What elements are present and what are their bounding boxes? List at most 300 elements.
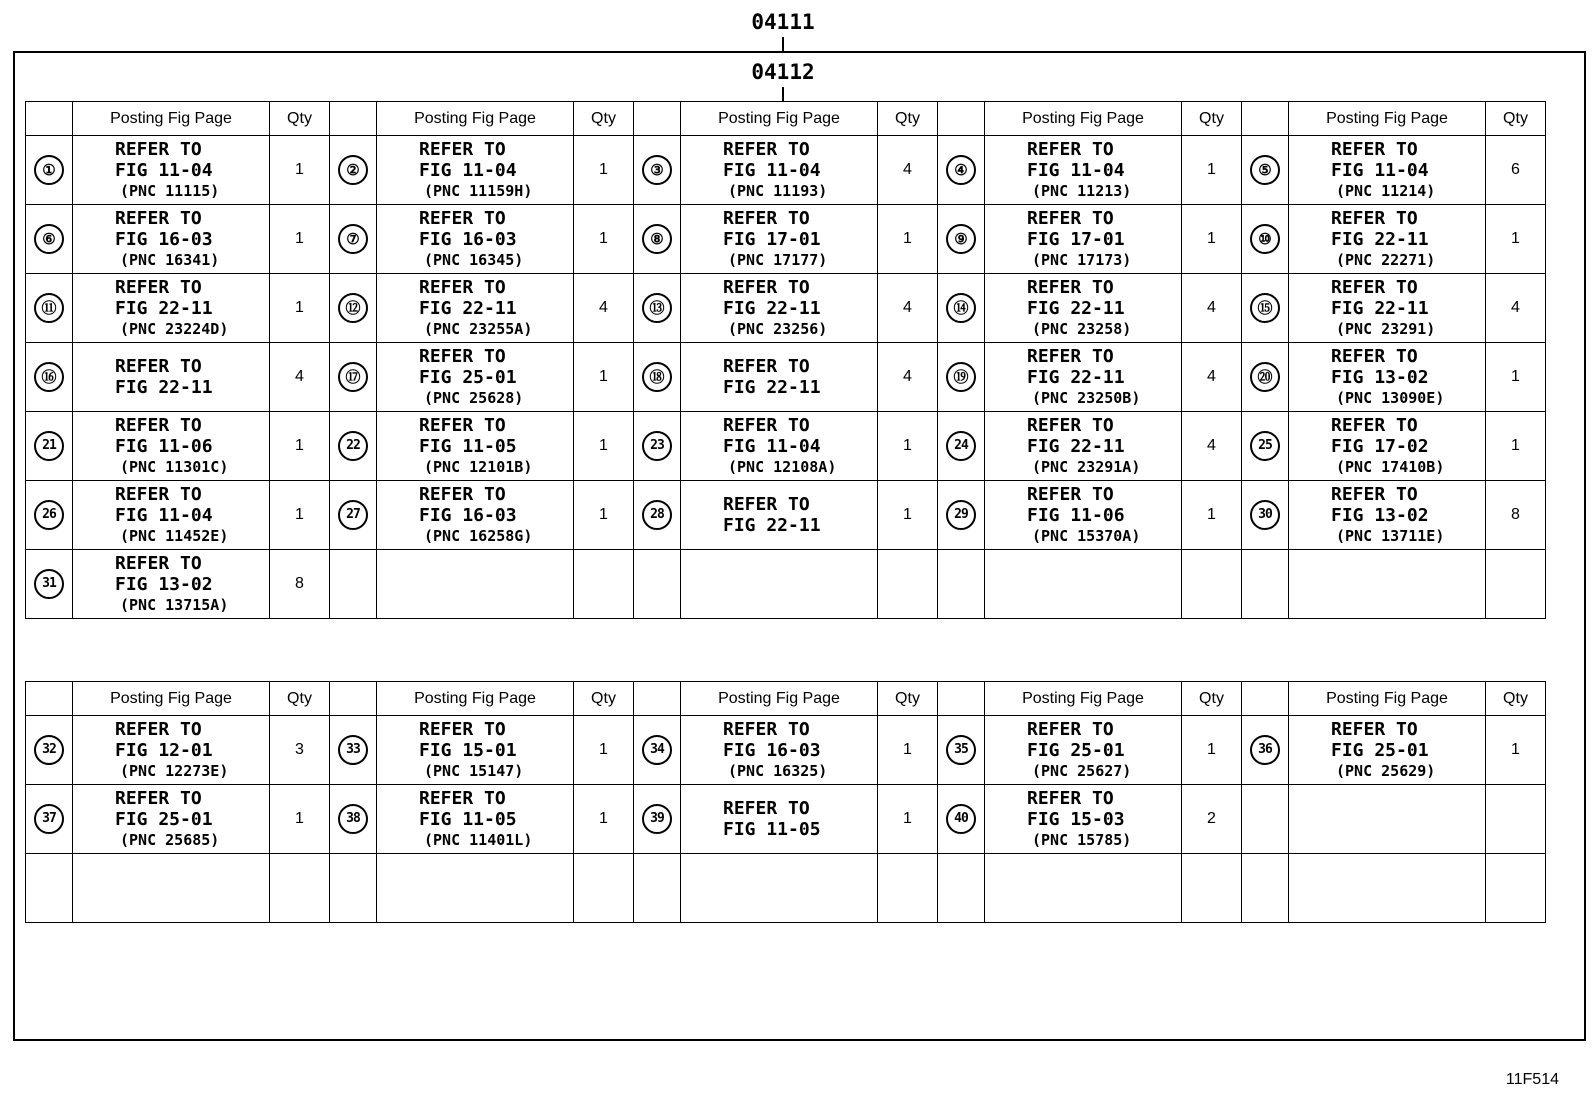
- pnc-reference: (PNC 11213): [1032, 181, 1132, 200]
- posting-ref-cell: [681, 716, 878, 785]
- fig-reference: FIG 22-11: [1027, 297, 1125, 319]
- item-number-cell: [330, 716, 377, 785]
- refer-to-text: REFER TO: [1027, 483, 1114, 505]
- pnc-reference: (PNC 25628): [424, 388, 524, 407]
- item-number-badge: 37: [34, 804, 64, 834]
- pnc-reference: (PNC 16345): [424, 250, 524, 269]
- header-posting: Posting Fig Page: [73, 102, 270, 136]
- pnc-reference: (PNC 11159H): [424, 181, 533, 200]
- item-number-cell: [634, 481, 681, 550]
- pnc-reference: (PNC 15785): [1032, 830, 1132, 849]
- header-qty: Qty: [1182, 102, 1242, 136]
- qty-value: 8: [295, 575, 304, 592]
- refer-to-text: REFER TO: [115, 787, 202, 809]
- header-qty: Qty: [270, 682, 330, 716]
- qty-value: 1: [903, 810, 912, 827]
- posting-ref-cell: [985, 136, 1182, 205]
- item-number-badge: 21: [34, 431, 64, 461]
- qty-cell: [878, 716, 938, 785]
- item-number-badge: 38: [338, 804, 368, 834]
- header-posting: Posting Fig Page: [377, 102, 574, 136]
- item-number-cell: [938, 716, 985, 785]
- parts-table-upper: [25, 101, 1546, 619]
- posting-ref-cell: [985, 785, 1182, 854]
- table-row: [26, 412, 1546, 481]
- qty-value: 1: [295, 506, 304, 523]
- posting-ref-cell: [681, 205, 878, 274]
- qty-value: 4: [903, 161, 912, 178]
- item-number-badge: ⑮: [1250, 293, 1280, 323]
- item-number-cell: [26, 343, 73, 412]
- item-number-badge: 36: [1250, 735, 1280, 765]
- fig-reference: FIG 11-04: [723, 159, 821, 181]
- qty-cell: [574, 136, 634, 205]
- pnc-reference: (PNC 11115): [120, 181, 220, 200]
- refer-to-text: REFER TO: [1027, 414, 1114, 436]
- pnc-reference: (PNC 16341): [120, 250, 220, 269]
- posting-ref-cell: [985, 343, 1182, 412]
- fig-reference: FIG 16-03: [419, 504, 517, 526]
- qty-cell: [270, 550, 330, 619]
- qty-value: 4: [1207, 299, 1216, 316]
- pnc-reference: (PNC 23291): [1336, 319, 1436, 338]
- item-number-cell: [26, 481, 73, 550]
- posting-ref-cell: [985, 716, 1182, 785]
- refer-to-text: REFER TO: [1027, 207, 1114, 229]
- item-number-badge: ⑬: [642, 293, 672, 323]
- pnc-reference: (PNC 16325): [728, 761, 828, 780]
- posting-ref-cell: [377, 343, 574, 412]
- qty-cell: [270, 205, 330, 274]
- qty-cell: [878, 412, 938, 481]
- item-number-cell: [26, 412, 73, 481]
- qty-cell: [1182, 412, 1242, 481]
- item-number-badge: ⑭: [946, 293, 976, 323]
- qty-cell: [574, 274, 634, 343]
- item-number-cell: [26, 136, 73, 205]
- item-number-badge: 23: [642, 431, 672, 461]
- item-number-badge: 39: [642, 804, 672, 834]
- item-number-cell: [26, 785, 73, 854]
- item-number-cell: [1242, 785, 1289, 854]
- pnc-reference: (PNC 11301C): [120, 457, 229, 476]
- item-number-badge: ⑧: [642, 224, 672, 254]
- item-number-badge: ⑪: [34, 293, 64, 323]
- qty-value: 1: [903, 741, 912, 758]
- qty-cell: [574, 205, 634, 274]
- posting-ref-cell: [1289, 274, 1486, 343]
- item-number-cell: [330, 205, 377, 274]
- refer-to-text: REFER TO: [115, 483, 202, 505]
- fig-reference: FIG 16-03: [115, 228, 213, 250]
- posting-ref-cell: [73, 274, 270, 343]
- refer-to-text: REFER TO: [419, 718, 506, 740]
- item-number-cell: [938, 550, 985, 619]
- header-qty: Qty: [878, 682, 938, 716]
- qty-cell: [1182, 854, 1242, 923]
- fig-reference: FIG 11-04: [1331, 159, 1429, 181]
- item-number-badge: ⑤: [1250, 155, 1280, 185]
- posting-ref-cell: [1289, 412, 1486, 481]
- outer-assembly-code: 04111: [751, 10, 815, 34]
- qty-value: 1: [1511, 437, 1520, 454]
- refer-to-text: REFER TO: [419, 207, 506, 229]
- qty-cell: [1486, 274, 1546, 343]
- header-posting: Posting Fig Page: [1289, 102, 1486, 136]
- item-number-badge: ⑰: [338, 362, 368, 392]
- refer-to-text: REFER TO: [723, 138, 810, 160]
- fig-reference: FIG 17-01: [1027, 228, 1125, 250]
- fig-reference: FIG 22-11: [115, 377, 213, 398]
- item-number-badge: 33: [338, 735, 368, 765]
- item-number-cell: [634, 274, 681, 343]
- item-number-badge: 25: [1250, 431, 1280, 461]
- refer-to-text: REFER TO: [419, 414, 506, 436]
- pnc-reference: (PNC 13715A): [120, 595, 229, 614]
- refer-to-text: REFER TO: [115, 138, 202, 160]
- qty-value: 2: [1207, 810, 1216, 827]
- item-number-cell: [634, 785, 681, 854]
- pnc-reference: (PNC 11193): [728, 181, 828, 200]
- refer-to-text: REFER TO: [723, 276, 810, 298]
- header-posting: Posting Fig Page: [1289, 682, 1486, 716]
- fig-reference: FIG 11-04: [419, 159, 517, 181]
- posting-ref-cell: [681, 550, 878, 619]
- qty-cell: [1182, 716, 1242, 785]
- posting-ref-cell: [377, 274, 574, 343]
- item-number-cell: [1242, 550, 1289, 619]
- item-number-cell: [938, 343, 985, 412]
- header-qty: Qty: [1486, 682, 1546, 716]
- item-number-cell: [634, 412, 681, 481]
- qty-value: 1: [599, 161, 608, 178]
- posting-ref-cell: [985, 550, 1182, 619]
- qty-cell: [270, 274, 330, 343]
- pnc-reference: (PNC 23250B): [1032, 388, 1141, 407]
- posting-ref-cell: [377, 716, 574, 785]
- qty-value: 4: [1511, 299, 1520, 316]
- qty-cell: [574, 854, 634, 923]
- qty-value: 1: [295, 299, 304, 316]
- item-number-cell: [26, 274, 73, 343]
- header-number-cell: [634, 102, 681, 136]
- refer-to-text: REFER TO: [115, 207, 202, 229]
- fig-reference: FIG 25-01: [419, 366, 517, 388]
- posting-ref-cell: [73, 136, 270, 205]
- qty-value: 4: [599, 299, 608, 316]
- item-number-badge: 40: [946, 804, 976, 834]
- posting-ref-cell: [73, 481, 270, 550]
- header-number-cell: [938, 102, 985, 136]
- item-number-cell: [938, 481, 985, 550]
- inner-leader-line: [782, 87, 784, 101]
- fig-reference: FIG 13-02: [115, 573, 213, 595]
- refer-to-text: REFER TO: [115, 276, 202, 298]
- refer-to-text: REFER TO: [723, 207, 810, 229]
- item-number-cell: [634, 205, 681, 274]
- qty-cell: [1486, 412, 1546, 481]
- posting-ref-cell: [985, 274, 1182, 343]
- header-number-cell: [938, 682, 985, 716]
- fig-reference: FIG 11-05: [723, 819, 821, 840]
- item-number-cell: [938, 136, 985, 205]
- fig-reference: FIG 11-04: [723, 435, 821, 457]
- posting-ref-cell: [377, 550, 574, 619]
- header-number-cell: [1242, 682, 1289, 716]
- item-number-cell: [1242, 854, 1289, 923]
- qty-cell: [1486, 481, 1546, 550]
- qty-cell: [1182, 136, 1242, 205]
- refer-to-text: REFER TO: [1027, 345, 1114, 367]
- posting-ref-cell: [1289, 785, 1486, 854]
- item-number-cell: [330, 854, 377, 923]
- posting-ref-cell: [73, 716, 270, 785]
- item-number-badge: 28: [642, 500, 672, 530]
- table-row: [26, 481, 1546, 550]
- refer-to-text: REFER TO: [723, 798, 810, 819]
- header-qty: Qty: [1182, 682, 1242, 716]
- item-number-cell: [1242, 481, 1289, 550]
- qty-value: 1: [599, 506, 608, 523]
- qty-value: 1: [1207, 506, 1216, 523]
- refer-to-text: REFER TO: [115, 552, 202, 574]
- qty-cell: [270, 785, 330, 854]
- pnc-reference: (PNC 23224D): [120, 319, 229, 338]
- posting-ref-cell: [1289, 550, 1486, 619]
- posting-ref-cell: [681, 343, 878, 412]
- fig-reference: FIG 11-06: [1027, 504, 1125, 526]
- refer-to-text: REFER TO: [419, 345, 506, 367]
- qty-cell: [574, 550, 634, 619]
- qty-cell: [878, 481, 938, 550]
- fig-reference: FIG 22-11: [419, 297, 517, 319]
- pnc-reference: (PNC 25627): [1032, 761, 1132, 780]
- qty-cell: [574, 785, 634, 854]
- refer-to-text: REFER TO: [1027, 276, 1114, 298]
- pnc-reference: (PNC 12108A): [728, 457, 837, 476]
- item-number-cell: [634, 550, 681, 619]
- item-number-cell: [1242, 274, 1289, 343]
- qty-value: 1: [1511, 368, 1520, 385]
- fig-reference: FIG 25-01: [1027, 739, 1125, 761]
- header-posting: Posting Fig Page: [985, 102, 1182, 136]
- qty-value: 1: [1207, 230, 1216, 247]
- item-number-cell: [938, 412, 985, 481]
- posting-ref-cell: [681, 481, 878, 550]
- refer-to-text: REFER TO: [1331, 345, 1418, 367]
- qty-cell: [574, 412, 634, 481]
- item-number-cell: [26, 854, 73, 923]
- posting-ref-cell: [681, 785, 878, 854]
- item-number-badge: ③: [642, 155, 672, 185]
- posting-ref-cell: [73, 343, 270, 412]
- pnc-reference: (PNC 12101B): [424, 457, 533, 476]
- item-number-cell: [1242, 205, 1289, 274]
- table-row: [26, 716, 1546, 785]
- posting-ref-cell: [1289, 343, 1486, 412]
- qty-value: 1: [295, 437, 304, 454]
- fig-reference: FIG 16-03: [419, 228, 517, 250]
- item-number-cell: [634, 136, 681, 205]
- header-number-cell: [26, 682, 73, 716]
- header-qty: Qty: [1486, 102, 1546, 136]
- qty-value: 1: [903, 506, 912, 523]
- qty-cell: [1182, 274, 1242, 343]
- header-qty: Qty: [574, 682, 634, 716]
- fig-reference: FIG 22-11: [723, 377, 821, 398]
- posting-ref-cell: [681, 136, 878, 205]
- item-number-cell: [938, 274, 985, 343]
- qty-cell: [878, 854, 938, 923]
- qty-cell: [878, 205, 938, 274]
- qty-cell: [1486, 785, 1546, 854]
- posting-ref-cell: [1289, 205, 1486, 274]
- posting-ref-cell: [1289, 716, 1486, 785]
- fig-reference: FIG 15-03: [1027, 808, 1125, 830]
- pnc-reference: (PNC 23291A): [1032, 457, 1141, 476]
- pnc-reference: (PNC 11452E): [120, 526, 229, 545]
- qty-value: 8: [1511, 506, 1520, 523]
- item-number-cell: [1242, 343, 1289, 412]
- pnc-reference: (PNC 13711E): [1336, 526, 1445, 545]
- fig-reference: FIG 22-11: [115, 297, 213, 319]
- item-number-cell: [26, 716, 73, 785]
- item-number-badge: ⑫: [338, 293, 368, 323]
- pnc-reference: (PNC 23255A): [424, 319, 533, 338]
- table-row: [26, 274, 1546, 343]
- fig-reference: FIG 25-01: [115, 808, 213, 830]
- table-row: [26, 343, 1546, 412]
- qty-value: 1: [1511, 230, 1520, 247]
- refer-to-text: REFER TO: [419, 787, 506, 809]
- item-number-cell: [330, 343, 377, 412]
- inner-assembly-code: 04112: [751, 60, 815, 84]
- qty-cell: [270, 481, 330, 550]
- refer-to-text: REFER TO: [1331, 718, 1418, 740]
- qty-cell: [270, 343, 330, 412]
- qty-value: 4: [903, 299, 912, 316]
- pnc-reference: (PNC 25685): [120, 830, 220, 849]
- posting-ref-cell: [1289, 481, 1486, 550]
- pnc-reference: (PNC 12273E): [120, 761, 229, 780]
- refer-to-text: REFER TO: [1331, 207, 1418, 229]
- outer-leader-line: [782, 37, 784, 51]
- posting-ref-cell: [681, 412, 878, 481]
- illustration-code: 11F514: [1505, 1071, 1559, 1088]
- item-number-cell: [1242, 412, 1289, 481]
- refer-to-text: REFER TO: [1027, 138, 1114, 160]
- pnc-reference: (PNC 15147): [424, 761, 524, 780]
- pnc-reference: (PNC 17177): [728, 250, 828, 269]
- qty-cell: [878, 136, 938, 205]
- fig-reference: FIG 12-01: [115, 739, 213, 761]
- item-number-cell: [330, 274, 377, 343]
- refer-to-text: REFER TO: [419, 138, 506, 160]
- fig-reference: FIG 22-11: [1027, 435, 1125, 457]
- item-number-badge: 26: [34, 500, 64, 530]
- posting-ref-cell: [1289, 136, 1486, 205]
- header-posting: Posting Fig Page: [377, 682, 574, 716]
- qty-cell: [878, 274, 938, 343]
- fig-reference: FIG 13-02: [1331, 366, 1429, 388]
- qty-cell: [878, 550, 938, 619]
- qty-cell: [878, 343, 938, 412]
- refer-to-text: REFER TO: [1331, 138, 1418, 160]
- item-number-badge: 30: [1250, 500, 1280, 530]
- qty-value: 1: [599, 230, 608, 247]
- header-number-cell: [330, 102, 377, 136]
- item-number-badge: 29: [946, 500, 976, 530]
- header-number-cell: [26, 102, 73, 136]
- item-number-badge: ④: [946, 155, 976, 185]
- item-number-badge: 31: [34, 569, 64, 599]
- posting-ref-cell: [377, 481, 574, 550]
- fig-reference: FIG 11-04: [115, 159, 213, 181]
- refer-to-text: REFER TO: [1331, 483, 1418, 505]
- pnc-reference: (PNC 15370A): [1032, 526, 1141, 545]
- qty-value: 1: [1207, 741, 1216, 758]
- item-number-cell: [330, 136, 377, 205]
- qty-cell: [1182, 481, 1242, 550]
- qty-cell: [270, 136, 330, 205]
- refer-to-text: REFER TO: [115, 718, 202, 740]
- item-number-badge: 24: [946, 431, 976, 461]
- item-number-badge: ⑱: [642, 362, 672, 392]
- fig-reference: FIG 11-04: [1027, 159, 1125, 181]
- refer-to-text: REFER TO: [1331, 276, 1418, 298]
- header-number-cell: [330, 682, 377, 716]
- item-number-cell: [634, 716, 681, 785]
- qty-value: 1: [903, 437, 912, 454]
- item-number-badge: ⑳: [1250, 362, 1280, 392]
- item-number-badge: ⑩: [1250, 224, 1280, 254]
- fig-reference: FIG 22-11: [1331, 297, 1429, 319]
- header-row: [26, 682, 1546, 716]
- qty-value: 4: [1207, 437, 1216, 454]
- fig-reference: FIG 16-03: [723, 739, 821, 761]
- pnc-reference: (PNC 23258): [1032, 319, 1132, 338]
- refer-to-text: REFER TO: [419, 276, 506, 298]
- item-number-badge: ⑥: [34, 224, 64, 254]
- pnc-reference: (PNC 25629): [1336, 761, 1436, 780]
- qty-value: 1: [295, 230, 304, 247]
- qty-value: 4: [1207, 368, 1216, 385]
- parts-table-lower: [25, 681, 1546, 923]
- refer-to-text: REFER TO: [723, 356, 810, 377]
- posting-ref-cell: [985, 412, 1182, 481]
- qty-cell: [1486, 343, 1546, 412]
- qty-value: 4: [903, 368, 912, 385]
- item-number-badge: 27: [338, 500, 368, 530]
- fig-reference: FIG 22-11: [1027, 366, 1125, 388]
- posting-ref-cell: [985, 205, 1182, 274]
- qty-value: 1: [599, 810, 608, 827]
- qty-cell: [1486, 854, 1546, 923]
- item-number-badge: ①: [34, 155, 64, 185]
- qty-value: 6: [1511, 161, 1520, 178]
- pnc-reference: (PNC 11214): [1336, 181, 1436, 200]
- qty-cell: [1486, 136, 1546, 205]
- fig-reference: FIG 22-11: [723, 515, 821, 536]
- fig-reference: FIG 11-06: [115, 435, 213, 457]
- qty-cell: [878, 785, 938, 854]
- pnc-reference: (PNC 17173): [1032, 250, 1132, 269]
- qty-cell: [1182, 550, 1242, 619]
- pnc-reference: (PNC 22271): [1336, 250, 1436, 269]
- header-number-cell: [1242, 102, 1289, 136]
- item-number-badge: ②: [338, 155, 368, 185]
- pnc-reference: (PNC 16258G): [424, 526, 533, 545]
